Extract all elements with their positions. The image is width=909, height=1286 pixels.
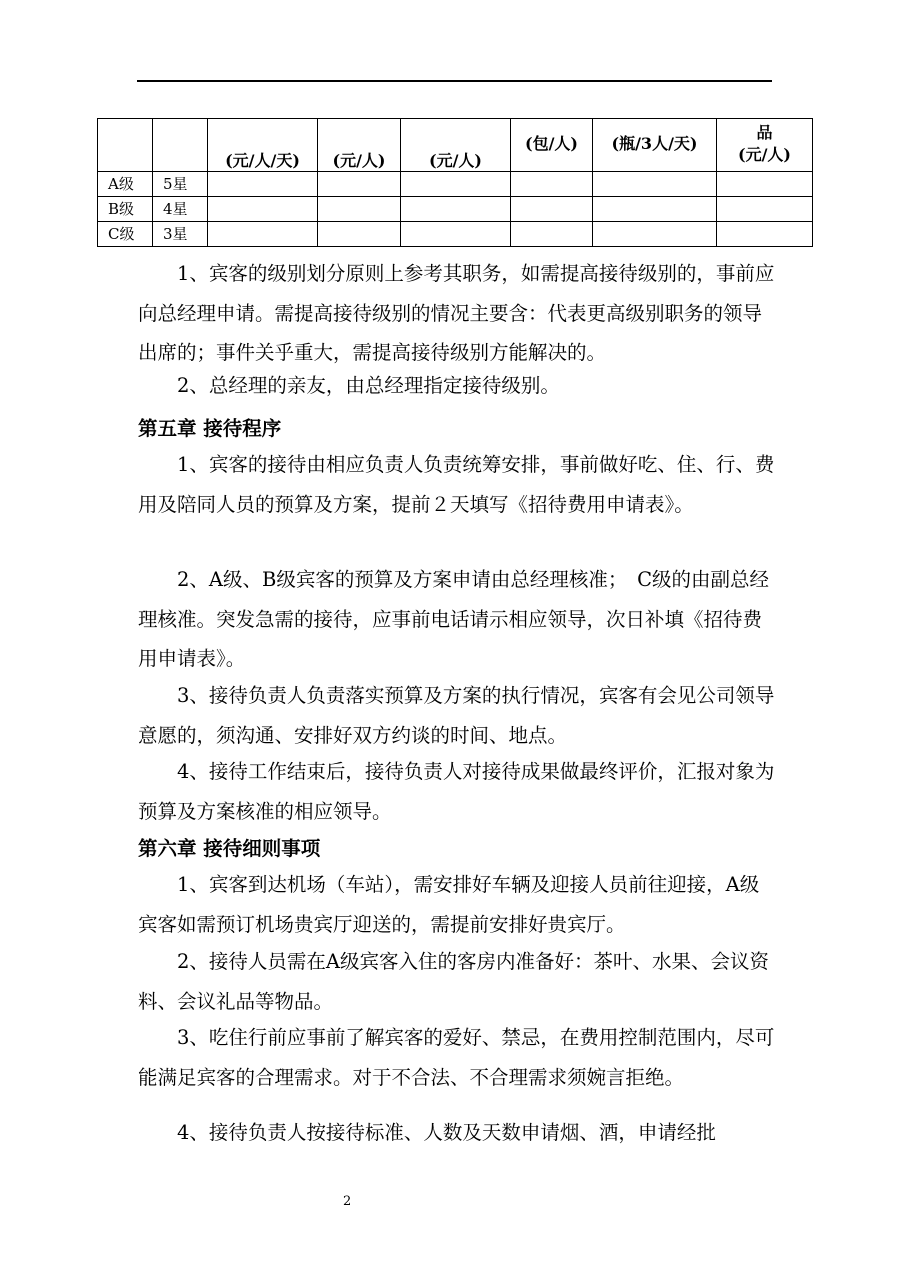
table-cell	[593, 172, 717, 197]
table-header-cell	[153, 119, 208, 172]
chapter-heading: 第五章 接待程序	[138, 417, 282, 440]
paragraph: 1、宾客的接待由相应负责人负责统筹安排，事前做好吃、住、行、费用及陪同人员的预算及方案，提前２天填写《招待费用申请表》。	[138, 453, 775, 516]
table-header-cell	[98, 119, 153, 172]
table-cell	[208, 197, 318, 222]
table-row	[98, 197, 813, 222]
table-cell	[717, 197, 813, 222]
table-header-cell: 品 (元/人)	[717, 119, 813, 172]
paragraph: 2、A级、B级宾客的预算及方案申请由总经理核准； C级的由副总经理核准。突发急需的接待，应事前电话请示相应领导，次日补填《招待费用申请表》。	[138, 568, 769, 670]
table-cell	[511, 172, 593, 197]
paragraph: 1、宾客的级别划分原则上参考其职务，如需提高接待级别的，事前应向总经理申请。需提高接待级别的情况主要含：代表更高级别职务的领导出席的；事件关乎重大，需提高接待级别方能解决的。	[138, 262, 775, 364]
table-cell	[401, 172, 511, 197]
table-header-cell: (包/人)	[511, 119, 593, 172]
paragraph: 1、宾客到达机场（车站），需安排好车辆及迎接人员前往迎接，A级宾客如需预订机场贵宾厅迎送的，需提前安排好贵宾厅。	[138, 873, 760, 936]
paragraph: 2、接待人员需在A级宾客入住的客房内准备好：茶叶、水果、会议资料、会议礼品等物品。	[138, 950, 769, 1013]
table-cell	[318, 172, 401, 197]
table-cell	[511, 222, 593, 247]
table-cell: B级	[98, 197, 153, 222]
paragraph: 4、接待工作结束后，接待负责人对接待成果做最终评价，汇报对象为预算及方案核准的相应领导。	[138, 760, 775, 823]
table-header-cell: (瓶/3人/天)	[593, 119, 717, 172]
paragraph: 3、接待负责人负责落实预算及方案的执行情况，宾客有会见公司领导意愿的，须沟通、安排好双方约谈的时间、地点。	[138, 684, 775, 747]
table-row	[98, 222, 813, 247]
chapter-heading: 第六章 接待细则事项	[138, 837, 321, 860]
table-cell: A级	[98, 172, 153, 197]
table-cell	[401, 197, 511, 222]
table-header-cell: (元/人)	[318, 119, 401, 172]
table-cell	[717, 222, 813, 247]
table-cell	[401, 222, 511, 247]
table-cell	[208, 172, 318, 197]
table-row	[98, 172, 813, 197]
paragraph: 3、吃住行前应事前了解宾客的爱好、禁忌，在费用控制范围内，尽可能满足宾客的合理需求。对于不合法、不合理需求须婉言拒绝。	[138, 1026, 775, 1089]
table-cell	[593, 222, 717, 247]
table-cell	[318, 222, 401, 247]
header-rule	[137, 80, 772, 82]
paragraph: 4、接待负责人按接待标准、人数及天数申请烟、酒，申请经批	[177, 1121, 716, 1144]
table-cell: 4星	[153, 197, 208, 222]
table-cell	[208, 222, 318, 247]
table-header-cell: (元/人)	[401, 119, 511, 172]
paragraph: 2、总经理的亲友，由总经理指定接待级别。	[177, 374, 560, 397]
table-cell: C级	[98, 222, 153, 247]
page-number: 2	[343, 1194, 352, 1209]
table-header-row	[98, 119, 813, 172]
table-cell	[318, 197, 401, 222]
table-cell	[593, 197, 717, 222]
reception-standard-table	[97, 118, 813, 247]
table-cell	[511, 197, 593, 222]
table-header-cell: (元/人/天)	[208, 119, 318, 172]
table-cell: 3星	[153, 222, 208, 247]
table-cell	[717, 172, 813, 197]
table-cell: 5星	[153, 172, 208, 197]
